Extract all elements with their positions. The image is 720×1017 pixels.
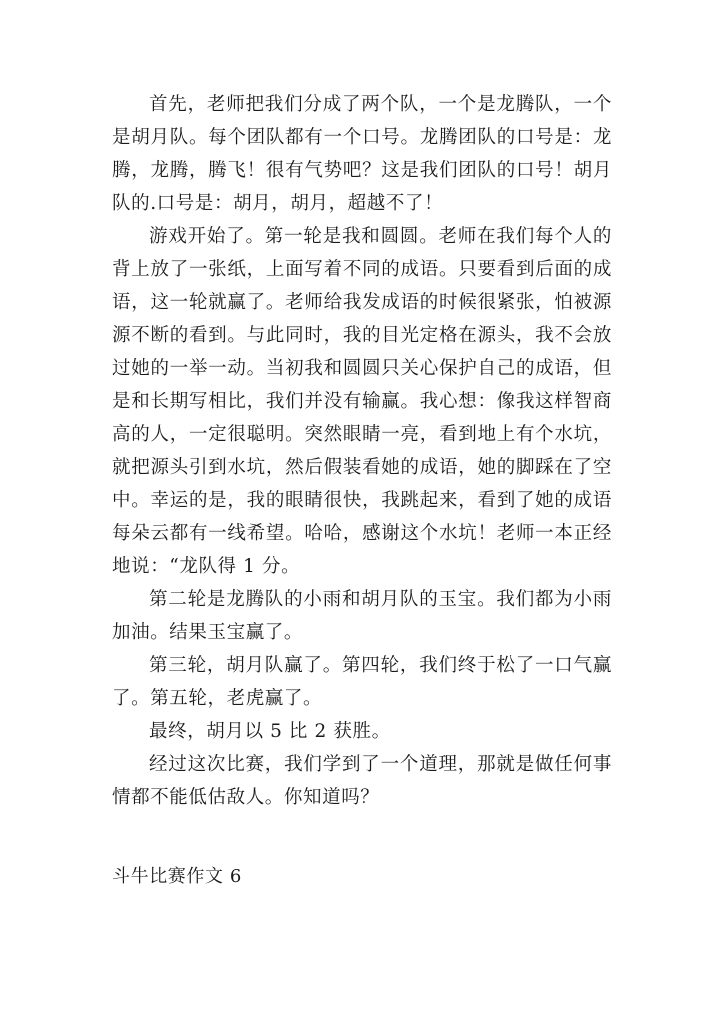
paragraph-round-one: 游戏开始了。第一轮是我和圆圆。老师在我们每个人的背上放了一张纸，上面写着不同的成语。只要看到后面的成语，这一轮就赢了。老师给我发成语的时候很紧张，怕被源源不断的看到。与此同时，我的目光定格在源头，我不会放过她的一举一动。当初我和圆圆只关心保护自己的成语，但是和长期写相比，我们并没有输赢。我心想：像我这样智商高的人，一定很聪明。突然眼睛一亮，看到地上有个水坑，就把源头引到水坑，然后假装看她的成语，她的脚踩在了空中。幸运的是，我的眼睛很快，我跳起来，看到了她的成语每朵云都有一线希望。哈哈，感谢这个水坑！老师一本正经地说：“龙队得 1 分。	[112, 226, 612, 577]
paragraph-rounds-three-to-five: 第三轮，胡月队赢了。第四轮，我们终于松了一口气赢了。第五轮，老虎赢了。	[112, 655, 612, 709]
paragraph-lesson: 经过这次比赛，我们学到了一个道理，那就是做任何事情都不能低估敌人。你知道吗？	[112, 754, 612, 808]
article-body	[112, 88, 612, 814]
next-article-heading: 斗牛比赛作文 6	[112, 866, 242, 887]
paragraph-final-score: 最终，胡月以 5 比 2 获胜。	[149, 721, 391, 742]
paragraph-round-two: 第二轮是龙腾队的小雨和胡月队的玉宝。我们都为小雨加油。结果玉宝赢了。	[112, 589, 612, 643]
paragraph-teams: 首先，老师把我们分成了两个队，一个是龙腾队，一个是胡月队。每个团队都有一个口号。龙腾团队的口号是：龙腾，龙腾，腾飞！很有气势吧？这是我们团队的口号！胡月队的.口号是：胡月，胡月，超越不了！	[112, 94, 612, 214]
